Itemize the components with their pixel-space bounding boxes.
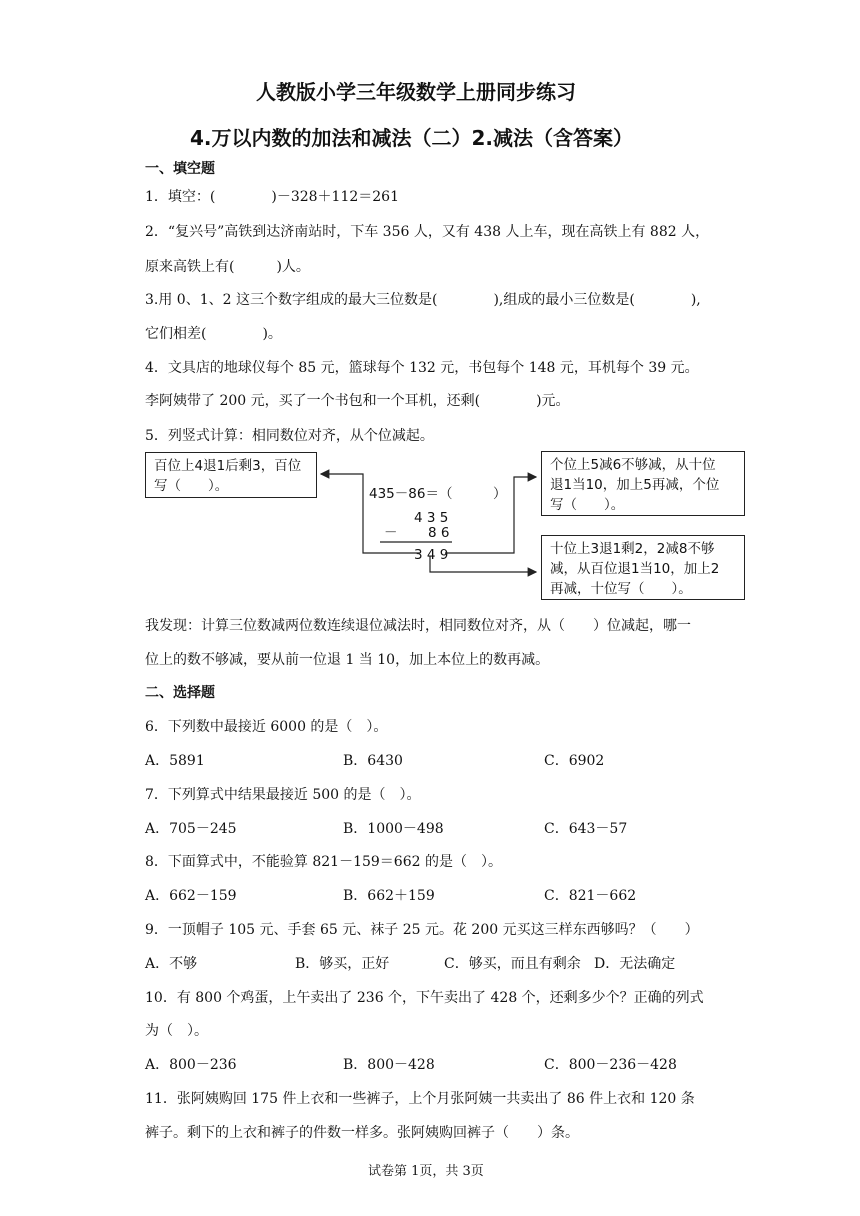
explanation-ones-line-1: 个位上5减6不够减，从十位 [550,457,716,473]
q7-option-b: B．1000－498 [343,821,444,837]
question-8: 8．下面算式中，不能验算 821－159＝662 的是（ ）。 [145,854,502,870]
explanation-tens-line-2: 减，从百位退1当10，加上2 [550,561,720,577]
page-footer: 试卷第 1页，共 3页 [368,1164,484,1179]
explanation-ones-line-3: 写（ ）。 [550,497,625,513]
q9-option-a: A．不够 [145,956,198,972]
question-6: 6．下列数中最接近 6000 的是（ ）。 [145,719,388,735]
question-5: 5．列竖式计算：相同数位对齐，从个位减起。 [145,428,434,444]
vertical-minuend: 4 3 5 [414,510,449,526]
discovery-line-1: 我发现：计算三位数减两位数连续退位减法时，相同数位对齐，从（ ）位减起，哪一 [145,618,691,634]
explanation-ones-line-2: 退1当10，加上5再减，个位 [550,477,720,493]
question-1: 1．填空：( )－328＋112＝261 [145,189,399,205]
vertical-subtrahend: 8 6 [428,525,450,541]
explanation-tens-line-1: 十位上3退1剩2，2减8不够 [550,541,715,557]
arrow-to-ones-box [445,477,536,553]
question-11-line-1: 11．张阿姨购回 175 件上衣和一些裤子，上个月张阿姨一共卖出了 86 件上衣和 120 条 [145,1091,695,1107]
q6-option-b: B．6430 [343,753,403,769]
vertical-minus-sign: － [384,525,398,541]
section-heading-fill-in: 一、填空题 [145,161,215,177]
q9-option-d: D．无法确定 [594,956,676,972]
q8-option-a: A．662－159 [145,888,237,904]
question-4-line-1: 4．文具店的地球仪每个 85 元，篮球每个 132 元，书包每个 148 元，耳机每个 39 元。 [145,360,699,376]
q8-option-b: B．662＋159 [343,888,435,904]
q6-option-a: A．5891 [145,753,205,769]
q9-option-b: B．够买，正好 [295,956,390,972]
section-heading-choice: 二、选择题 [145,685,215,701]
arrow-to-hundreds-box [321,474,420,553]
q10-option-a: A．800－236 [145,1057,237,1073]
page-subtitle: 4.万以内数的加法和减法（二）2.减法（含答案） [190,126,634,150]
q7-option-c: C．643－57 [544,821,628,837]
question-2-line-2: 原来高铁上有( )人。 [145,259,310,275]
explanation-tens-line-3: 再减，十位写（ ）。 [550,581,692,597]
discovery-line-2: 位上的数不够减，要从前一位退 1 当 10，加上本位上的数再减。 [145,652,550,668]
question-3-line-1: 3.用 0、1、2 这三个数字组成的最大三位数是( ),组成的最小三位数是( ), [145,292,701,308]
q10-option-b: B．800－428 [343,1057,435,1073]
q10-option-c: C．800－236－428 [544,1057,677,1073]
diagram-equation: 435－86＝（ ） [369,486,507,502]
question-4-line-2: 李阿姨带了 200 元，买了一个书包和一个耳机，还剩( )元。 [145,393,570,409]
vertical-result: 3 4 9 [414,547,449,563]
arrow-to-tens-box [430,556,536,572]
question-7: 7．下列算式中结果最接近 500 的是（ ）。 [145,787,421,803]
explanation-hundreds-line-2: 写（ ）。 [154,478,229,494]
question-9: 9．一顶帽子 105 元、手套 65 元、袜子 25 元。花 200 元买这三样东西够吗？（ ） [145,922,699,938]
explanation-hundreds-line-1: 百位上4退1后剩3，百位 [154,458,302,474]
q6-option-c: C．6902 [544,753,605,769]
q8-option-c: C．821－662 [544,888,637,904]
question-10-line-2: 为（ ）。 [145,1023,208,1039]
question-10-line-1: 10．有 800 个鸡蛋，上午卖出了 236 个，下午卖出了 428 个，还剩多少个？正确的列式 [145,990,704,1006]
page-title: 人教版小学三年级数学上册同步练习 [256,80,576,104]
question-3-line-2: 它们相差( )。 [145,326,282,342]
q9-option-c: C．够买，而且有剩余 [444,956,581,972]
question-2-line-1: 2．“复兴号”高铁到达济南站时，下车 356 人，又有 438 人上车，现在高铁上有 882 人， [145,224,710,240]
q7-option-a: A．705－245 [145,821,237,837]
question-11-line-2: 裤子。剩下的上衣和裤子的件数一样多。张阿姨购回裤子（ ）条。 [145,1125,579,1141]
